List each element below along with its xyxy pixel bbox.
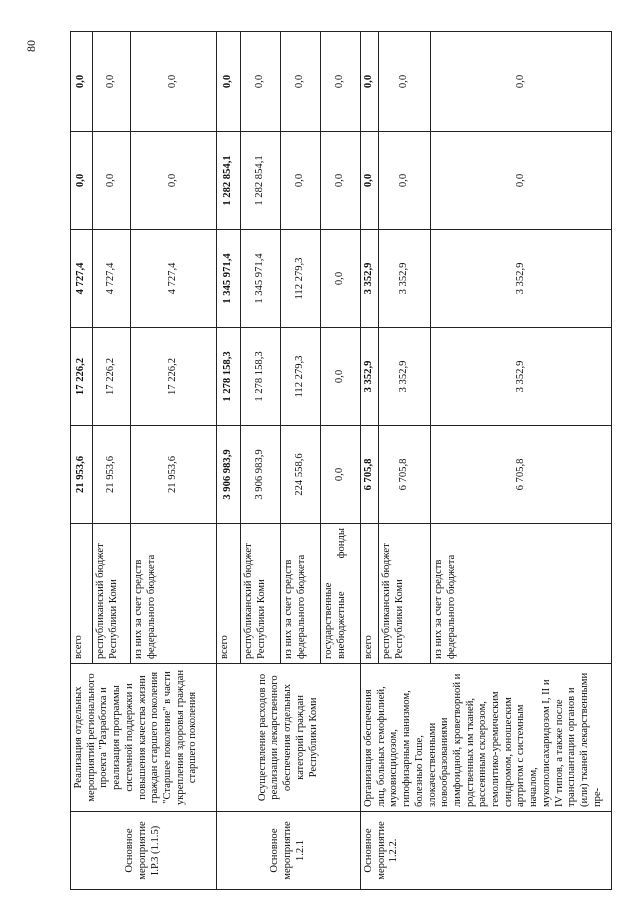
value-cell: 0,0 <box>379 32 431 132</box>
value-cell: 0,0 <box>361 32 379 132</box>
value-cell: 112 279,3 <box>281 328 321 426</box>
value-cell: 3 352,9 <box>379 328 431 426</box>
source-cell: всего <box>217 524 241 664</box>
rotated-table-wrapper <box>70 32 611 890</box>
value-cell: 6 705,8 <box>431 426 612 524</box>
value-cell: 1 278 158,3 <box>241 328 281 426</box>
value-cell: 17 226,2 <box>131 328 217 426</box>
value-cell: 3 906 983,9 <box>241 426 281 524</box>
source-cell: республиканский бюджет Республики Коми <box>379 524 431 664</box>
value-cell: 112 279,3 <box>281 230 321 328</box>
value-cell: 0,0 <box>431 132 612 230</box>
value-cell: 21 953,6 <box>93 426 131 524</box>
source-text: государственные внебюджетные фонды <box>323 528 347 659</box>
value-cell: 17 226,2 <box>93 328 131 426</box>
value-cell: 0,0 <box>217 32 241 132</box>
value-cell: 3 352,9 <box>361 230 379 328</box>
description-cell: Организация обеспечения лиц, больных гемофилией, муковисцидозом, гипофизарным нанизмом, болезнью Гоше, злокачественными новообразованиями лимфоидной, кроветворной и родственных им тканей, рассеянным склерозом, гемолитико-уремическим синдромом, юношеским артритом с системным началом, мукополисахаридозом I, II и IV типов, а также после трансплантации органов и (или) тканей лекарственными пре- <box>361 664 612 812</box>
value-cell: 0,0 <box>93 32 131 132</box>
source-cell: республиканский бюджет Республики Коми <box>241 524 281 664</box>
measure-cell: Основное мероприятие 1.2.1 <box>217 812 361 890</box>
value-cell: 0,0 <box>321 132 361 230</box>
value-cell: 4 727,4 <box>131 230 217 328</box>
value-cell: 1 345 971,4 <box>217 230 241 328</box>
value-cell: 0,0 <box>241 32 281 132</box>
value-cell: 0,0 <box>281 132 321 230</box>
value-cell: 0,0 <box>321 230 361 328</box>
value-cell: 6 705,8 <box>361 426 379 524</box>
value-cell: 3 352,9 <box>361 328 379 426</box>
table-row <box>71 32 93 890</box>
description-cell: Реализация отдельных мероприятий регионального проекта "Разработка и реализация программы системной поддержки и повышения качества жизни граждан старшего поколения "Старшее поколение" в части укрепления здоровья граждан старшего поколения <box>71 664 217 812</box>
measure-cell: Основное мероприятие 1.2.2. <box>361 812 612 890</box>
value-cell: 21 953,6 <box>131 426 217 524</box>
source-cell: из них за счет средств федерального бюджета <box>281 524 321 664</box>
value-cell: 0,0 <box>361 132 379 230</box>
value-cell: 0,0 <box>131 132 217 230</box>
value-cell: 4 727,4 <box>93 230 131 328</box>
budget-table <box>70 31 612 890</box>
table-row <box>217 32 241 890</box>
value-cell: 3 906 983,9 <box>217 426 241 524</box>
description-cell: Осуществление расходов по реализации лекарственного обеспечения отдельных категорий граждан Республики Коми <box>217 664 361 812</box>
table-row <box>361 32 379 890</box>
source-cell: республиканский бюджет Республики Коми <box>93 524 131 664</box>
value-cell: 1 282 854,1 <box>217 132 241 230</box>
source-cell: из них за счет средств федерального бюджета <box>131 524 217 664</box>
value-cell: 0,0 <box>281 32 321 132</box>
source-cell: всего <box>361 524 379 664</box>
source-cell: всего <box>71 524 93 664</box>
value-cell: 0,0 <box>131 32 217 132</box>
value-cell: 17 226,2 <box>71 328 93 426</box>
value-cell: 21 953,6 <box>71 426 93 524</box>
source-cell: из них за счет средств федерального бюджета <box>431 524 612 664</box>
value-cell: 0,0 <box>431 32 612 132</box>
value-cell: 0,0 <box>321 32 361 132</box>
value-cell: 3 352,9 <box>379 230 431 328</box>
value-cell: 0,0 <box>321 328 361 426</box>
value-cell: 3 352,9 <box>431 328 612 426</box>
value-cell: 4 727,4 <box>71 230 93 328</box>
value-cell: 0,0 <box>71 32 93 132</box>
source-cell <box>321 524 361 664</box>
value-cell: 6 705,8 <box>379 426 431 524</box>
value-cell: 1 282 854,1 <box>241 132 281 230</box>
value-cell: 0,0 <box>321 426 361 524</box>
value-cell: 224 558,6 <box>281 426 321 524</box>
value-cell: 0,0 <box>379 132 431 230</box>
value-cell: 3 352,9 <box>431 230 612 328</box>
value-cell: 0,0 <box>71 132 93 230</box>
value-cell: 0,0 <box>93 132 131 230</box>
value-cell: 1 345 971,4 <box>241 230 281 328</box>
measure-cell: Основное мероприятие I.Р.3 (1.1.5) <box>71 812 217 890</box>
value-cell: 1 278 158,3 <box>217 328 241 426</box>
page-number: 80 <box>24 40 38 52</box>
